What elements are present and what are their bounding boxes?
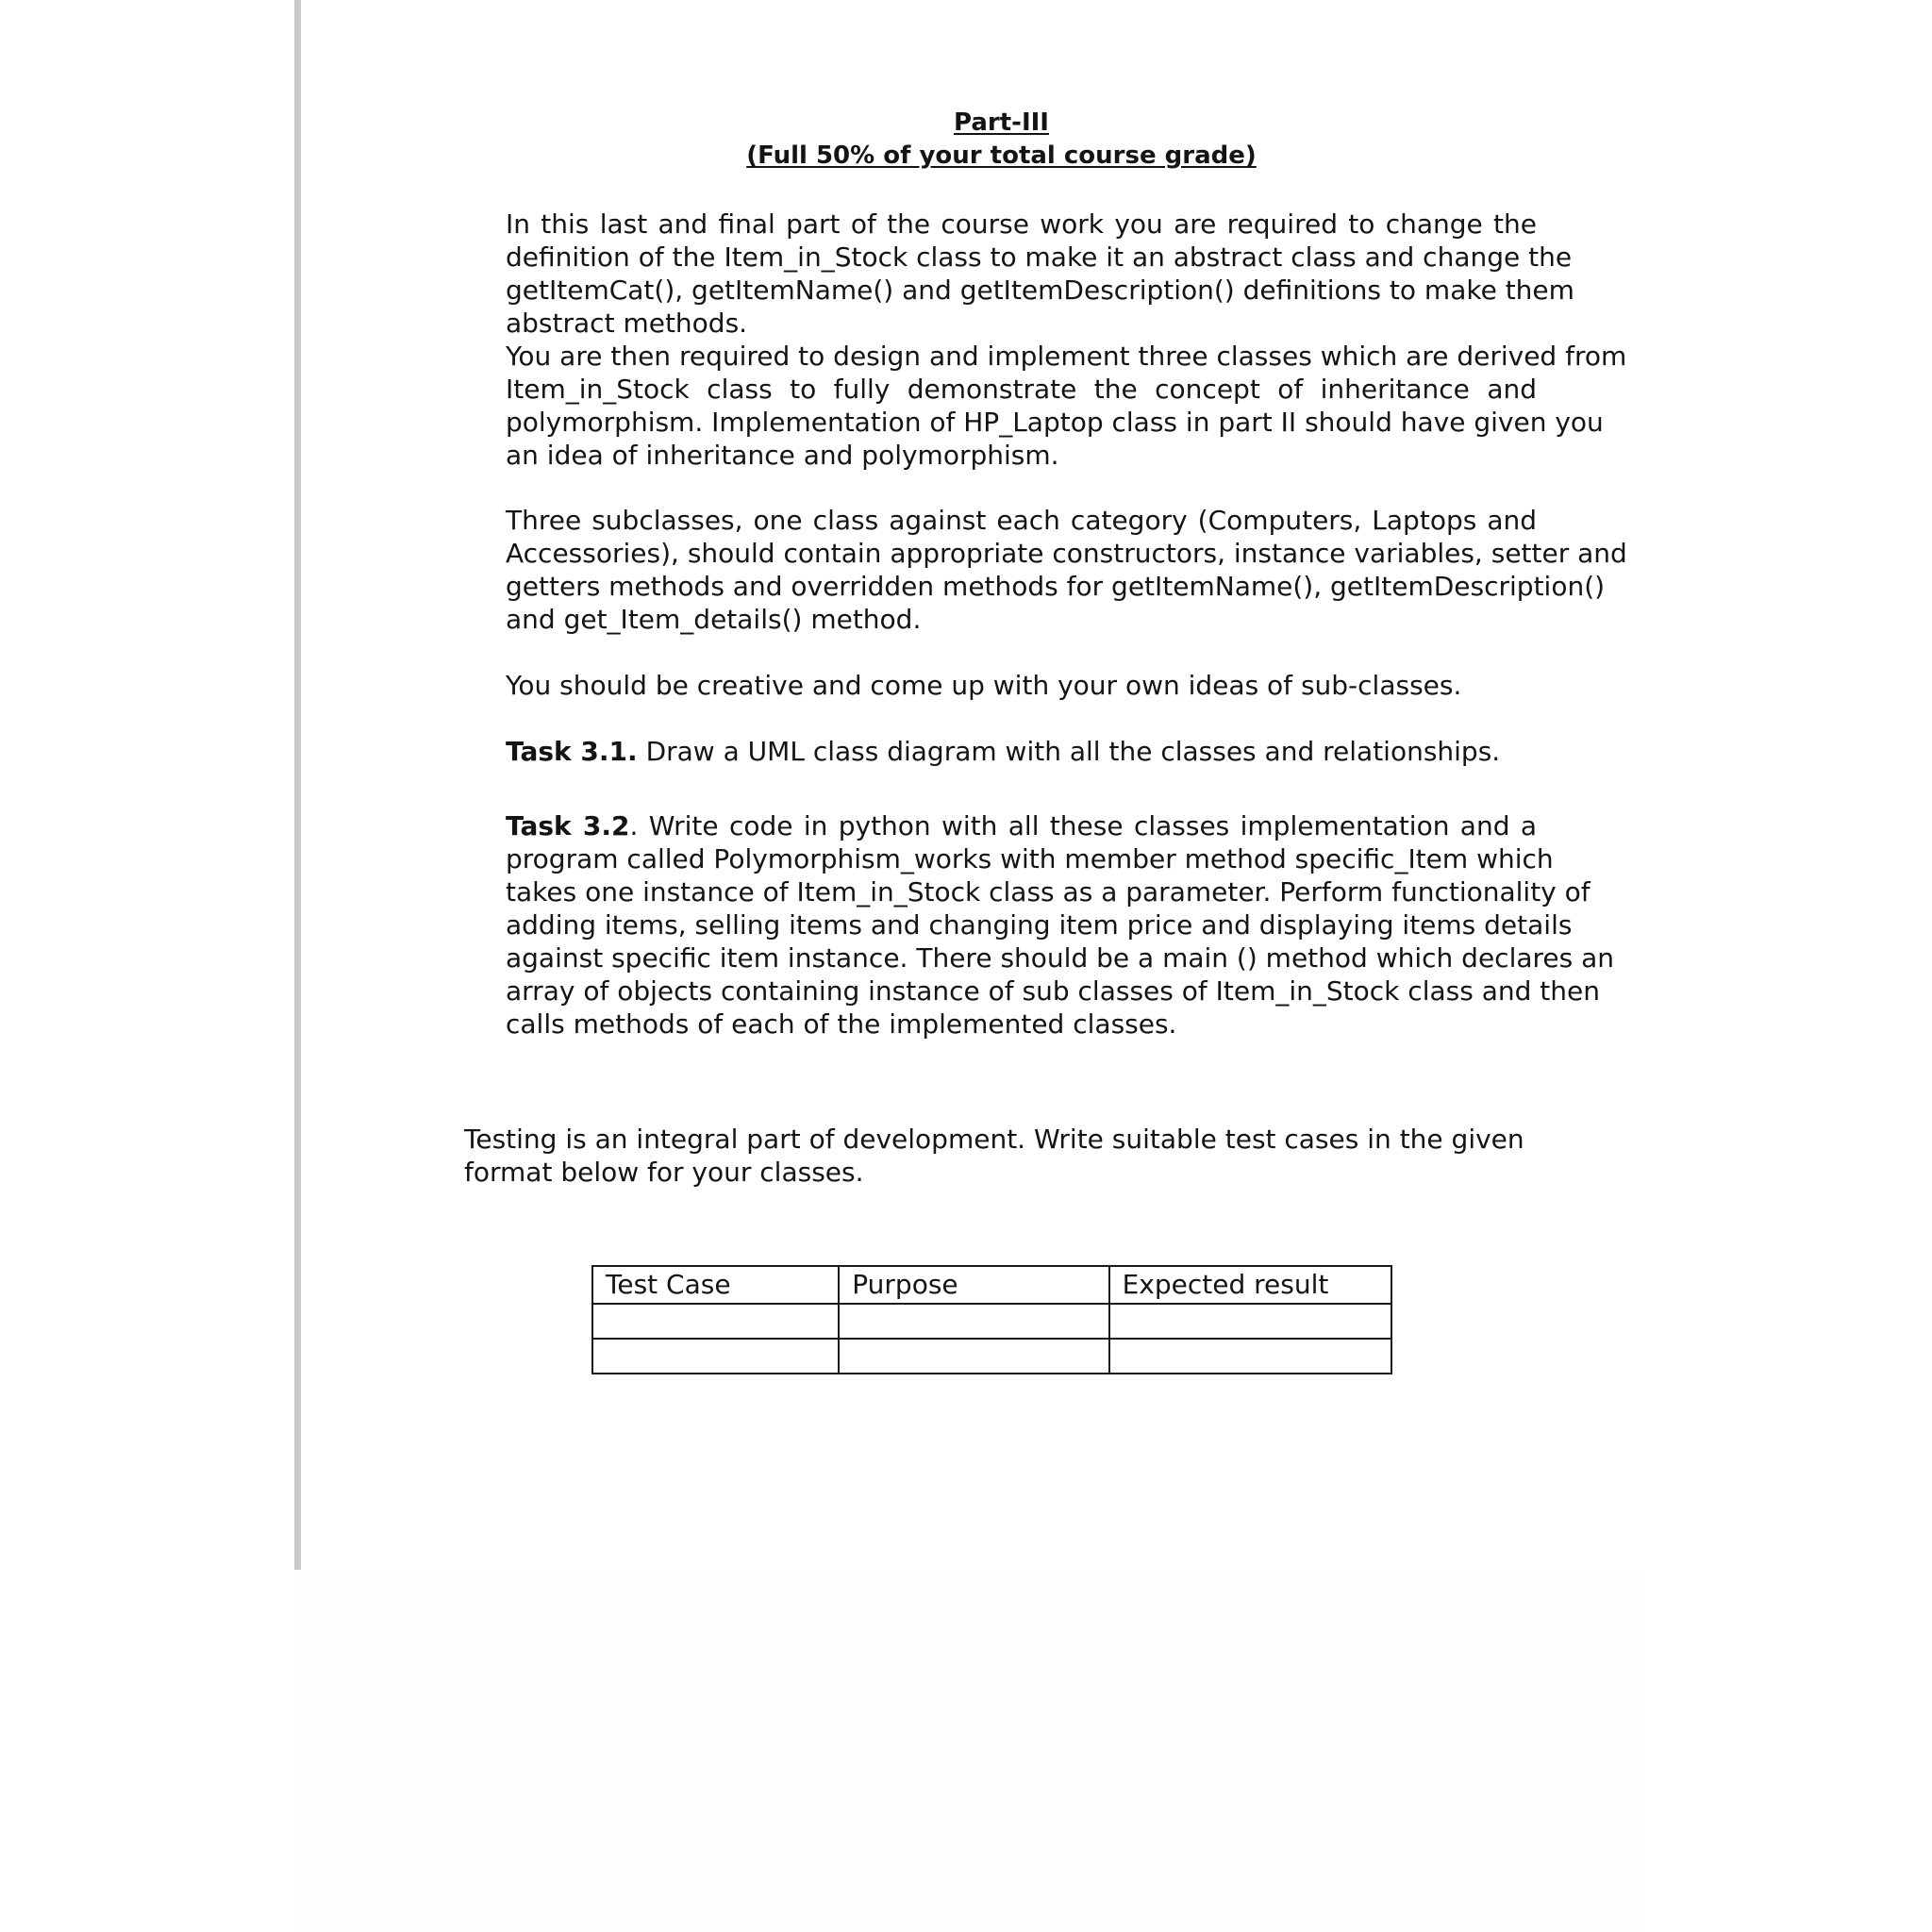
table-cell — [592, 1339, 839, 1374]
part-title: Part-III — [954, 108, 1049, 137]
table-row — [592, 1339, 1391, 1374]
intro-paragraph-2 — [506, 340, 1627, 472]
text-line: In this last and final part of the course work you are required to change the — [506, 208, 1537, 240]
text-line: program called Polymorphism_works with member method specific_Item which — [506, 843, 1554, 874]
table-row — [592, 1304, 1391, 1339]
text-line: definition of the Item_in_Stock class to make it an abstract class and change the — [506, 242, 1573, 273]
text-line: and get_Item_details() method. — [506, 604, 922, 635]
text-line: Testing is an integral part of development. Write suitable test cases in the given — [464, 1124, 1524, 1155]
table-cell — [839, 1339, 1108, 1374]
text-line: Three subclasses, one class against each category (Computers, Laptops and — [506, 505, 1537, 536]
task-3-1-text: Draw a UML class diagram with all the classes and relationships. — [637, 736, 1501, 767]
task-3-1 — [506, 735, 1537, 768]
text-line: You are then required to design and implement three classes which are derived from — [506, 341, 1627, 372]
text-line — [506, 735, 1537, 768]
testing-paragraph — [464, 1123, 1524, 1189]
text-line: You should be creative and come up with your own ideas of sub-classes. — [506, 670, 1462, 701]
test-case-table — [591, 1265, 1392, 1374]
column-header-expected-result: Expected result — [1109, 1266, 1391, 1304]
task-3-1-label: Task 3.1. — [506, 736, 638, 767]
text-line: array of objects containing instance of sub classes of Item_in_Stock class and then — [506, 975, 1600, 1007]
text-line: Accessories), should contain appropriate constructors, instance variables, setter and — [506, 538, 1627, 569]
text-line: format below for your classes. — [464, 1157, 864, 1188]
intro-paragraph-1 — [506, 208, 1574, 340]
task-3-2-text: . Write code in python with all these classes implementation and a — [629, 810, 1537, 841]
text-line: getters methods and overridden methods for getItemName(), getItemDescription() — [506, 571, 1606, 602]
table-cell — [1109, 1339, 1391, 1374]
subclasses-paragraph — [506, 504, 1627, 636]
text-line: adding items, selling items and changing item price and displaying items details — [506, 909, 1573, 941]
text-line: an idea of inheritance and polymorphism. — [506, 440, 1059, 471]
text-line: against specific item instance. There should be a main () method which declares an — [506, 942, 1615, 974]
text-line: takes one instance of Item_in_Stock class as a parameter. Perform functionality of — [506, 876, 1591, 908]
table-cell — [1109, 1304, 1391, 1339]
column-header-purpose: Purpose — [839, 1266, 1108, 1304]
table-cell — [592, 1304, 839, 1339]
text-line: calls methods of each of the implemented classes. — [506, 1008, 1177, 1040]
text-line: polymorphism. Implementation of HP_Laptop class in part II should have given you — [506, 407, 1604, 438]
task-3-2-label: Task 3.2 — [506, 810, 630, 841]
task-3-2 — [506, 809, 1615, 1041]
column-header-test-case: Test Case — [592, 1266, 839, 1304]
page-bottom-area — [301, 1570, 1640, 1932]
text-line — [506, 809, 1537, 842]
text-line: Item_in_Stock class to fully demonstrate the concept of inheritance and — [506, 374, 1537, 405]
part-subtitle: (Full 50% of your total course grade) — [746, 142, 1257, 170]
page-left-border — [294, 0, 301, 1570]
text-line: getItemCat(), getItemName() and getItemDescription() definitions to make them — [506, 275, 1574, 306]
table-header-row — [592, 1266, 1391, 1304]
creative-paragraph — [506, 669, 1537, 702]
table-cell — [839, 1304, 1108, 1339]
text-line: abstract methods. — [506, 308, 748, 339]
